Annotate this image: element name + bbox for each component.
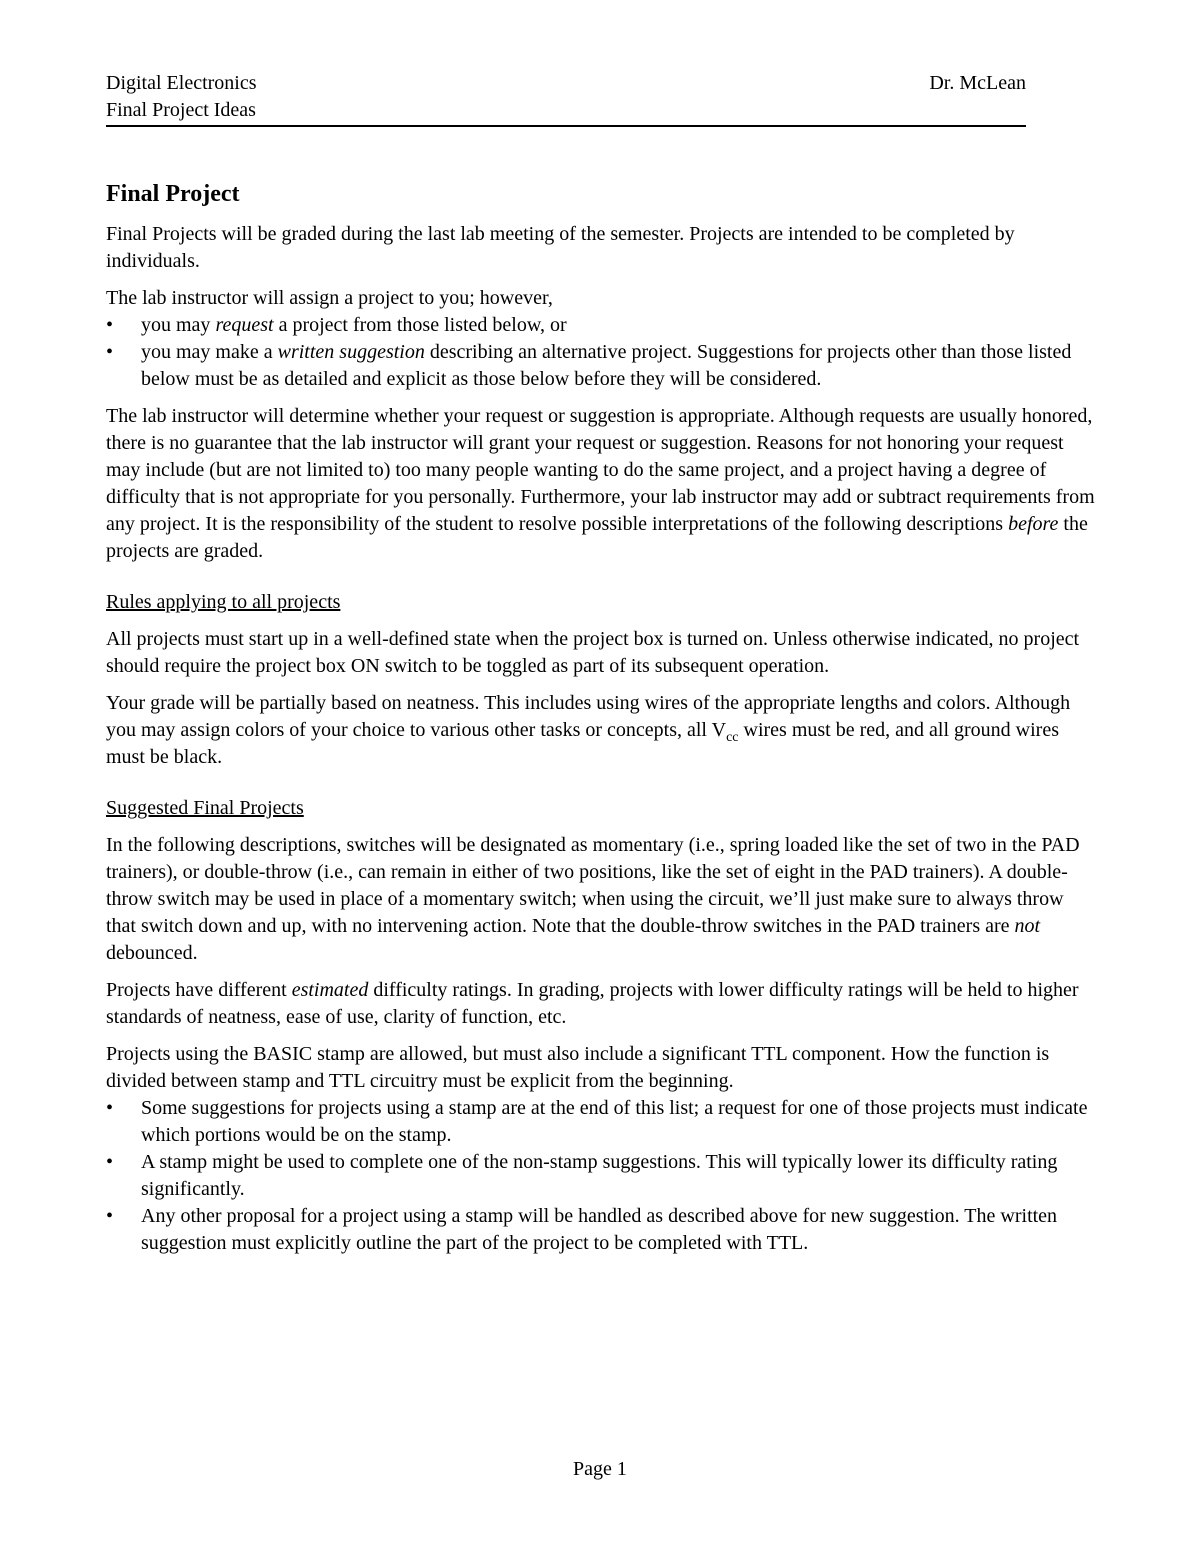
paragraph-startup: All projects must start up in a well-defined state when the project box is turned on. Unless otherwise indicated, no project should require the project box ON switch to be toggled as part of its subsequent operation. bbox=[106, 628, 1080, 677]
assignment-options-list bbox=[106, 312, 1096, 393]
paragraph-basic-stamp: Projects using the BASIC stamp are allowed, but must also include a significant TTL component. How the function is divided between stamp and TTL circuitry must be explicit from the beginning. bbox=[106, 1043, 1050, 1092]
list-item: • Some suggestions for projects using a stamp are at the end of this list; a request for one of those projects must indicate which portions would be on the stamp. bbox=[106, 1095, 1096, 1149]
instructor-name: Dr. McLean bbox=[929, 72, 1026, 94]
paragraph-instructor-decision: The lab instructor will determine whether your request or suggestion is appropriate. Although requests are usually honored, there is no guarantee that the lab instructor will grant your request or suggestion. Reasons for not honoring your request may include (but are not limited to) too many people wanting to do the same project, and a project having a degree of difficulty that is not appropriate for you personally. Furthermore, your lab instructor may add or subtract requirements from any project. It is the responsibility of the student to resolve possible interpretations of the following descriptions before the projects are graded. bbox=[106, 405, 1095, 562]
stamp-list bbox=[106, 1095, 1096, 1257]
header-row bbox=[106, 70, 1026, 97]
paragraph-assignment: The lab instructor will assign a project to you; however, bbox=[106, 287, 553, 309]
list-item: • you may make a written suggestion describing an alternative project. Suggestions for projects other than those listed below must be as detailed and explicit as those below before they will be considered. bbox=[106, 339, 1096, 393]
section-heading-suggested: Suggested Final Projects bbox=[106, 797, 304, 819]
paragraph-neatness: Your grade will be partially based on neatness. This includes using wires of the appropriate lengths and colors. Although you may assign colors of your choice to various other tasks or concepts, all $V_{cc}$ wires must be red, and all ground wires must be black. bbox=[106, 692, 1071, 768]
paragraph-difficulty: Projects have different estimated difficulty ratings. In grading, projects with lower difficulty ratings will be held to higher standards of neatness, ease of use, clarity of function, etc. bbox=[106, 979, 1079, 1028]
header-subtitle: Final Project Ideas bbox=[106, 99, 256, 121]
list-item: • you may request a project from those listed below, or bbox=[106, 312, 1096, 339]
page-header bbox=[106, 70, 1026, 127]
course-name: Digital Electronics bbox=[106, 72, 257, 94]
section-heading-rules: Rules applying to all projects bbox=[106, 591, 341, 613]
page-number: Page 1 bbox=[573, 1458, 627, 1480]
list-item: • A stamp might be used to complete one of the non-stamp suggestions. This will typically lower its difficulty rating significantly. bbox=[106, 1149, 1096, 1203]
section-title: Final Project bbox=[106, 181, 240, 207]
paragraph-grading: Final Projects will be graded during the last lab meeting of the semester. Projects are intended to be completed by individuals. bbox=[106, 223, 1015, 272]
page-content bbox=[106, 70, 1096, 1267]
list-item: • Any other proposal for a project using a stamp will be handled as described above for new suggestion. The written suggestion must explicitly outline the part of the project to be completed with TTL. bbox=[106, 1203, 1096, 1257]
paragraph-switches: In the following descriptions, switches will be designated as momentary (i.e., spring loaded like the set of two in the PAD trainers), or double-throw (i.e., can remain in either of two positions, like the set of eight in the PAD trainers). A double-throw switch may be used in place of a momentary switch; when using the circuit, we’ll just make sure to always throw that switch down and up, with no intervening action. Note that the double-throw switches in the PAD trainers are not debounced. bbox=[106, 834, 1080, 964]
